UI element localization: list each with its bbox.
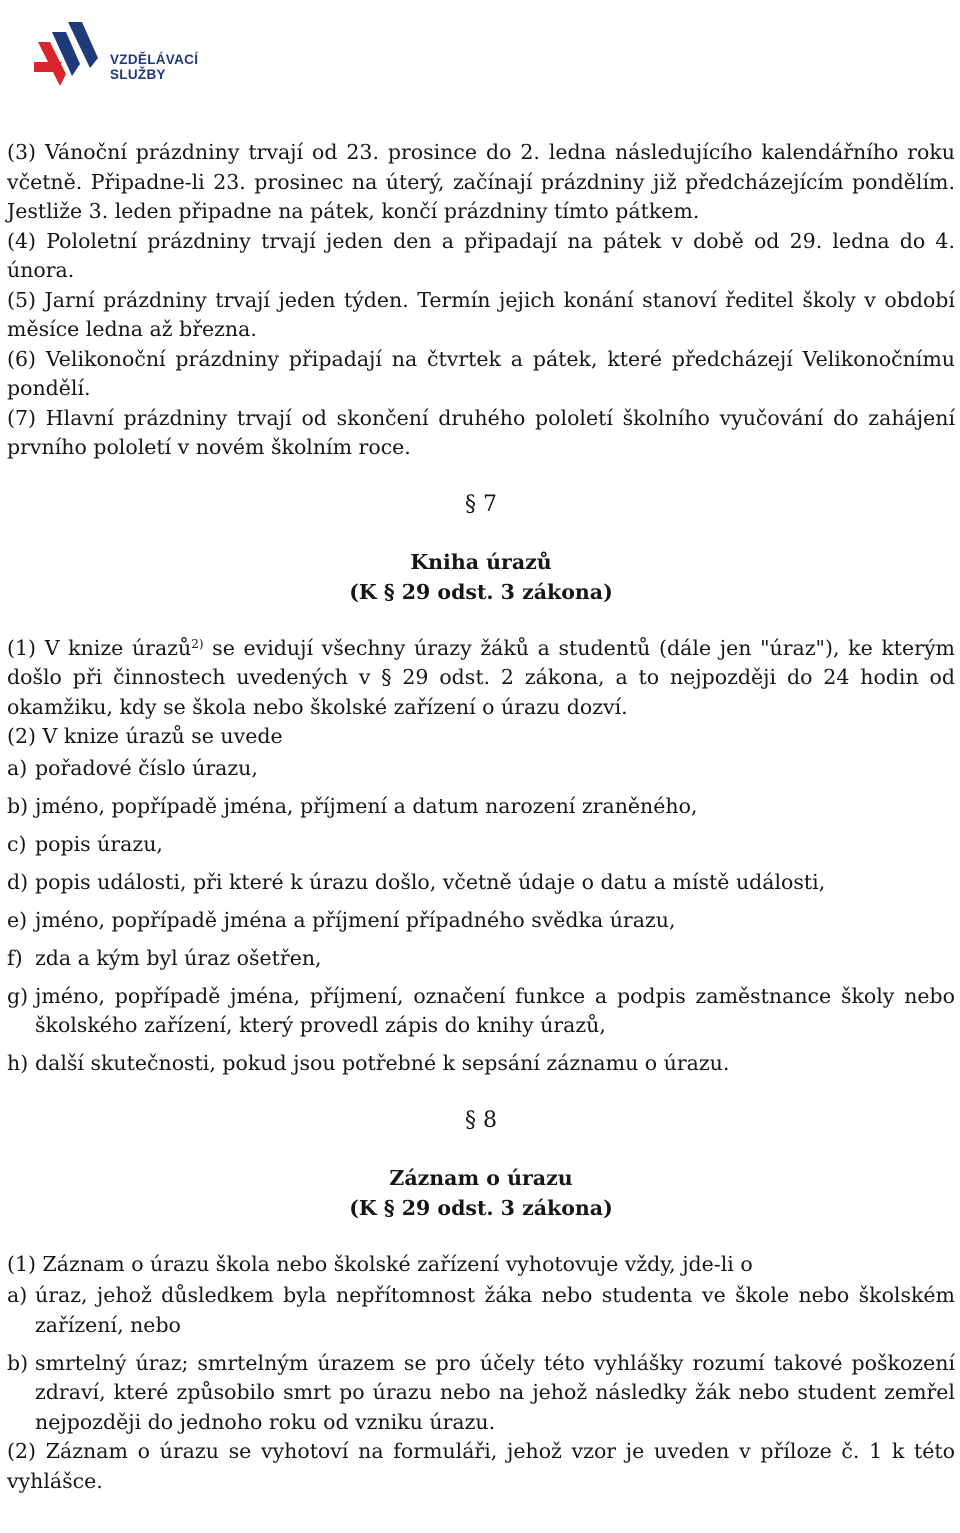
section-reference: (K § 29 odst. 3 zákona) (349, 1195, 613, 1220)
section-reference: (K § 29 odst. 3 zákona) (349, 579, 613, 604)
list-item: h) další skutečnosti, pokud jsou potřebné k sepsání záznamu o úrazu. (7, 1051, 730, 1075)
list-item: d) popis události, při které k úrazu došlo, včetně údaje o datu a místě události, (7, 869, 826, 894)
paragraph: (1) Záznam o úrazu škola nebo školské zařízení vyhotovuje vždy, jde-li o (7, 1251, 753, 1276)
list-item: a) pořadové číslo úrazu, (7, 755, 258, 780)
paragraph: (4) Pololetní prázdniny trvají jeden den a připadají na pátek v době od 29. ledna do 4. února. (7, 228, 955, 282)
section-number: § 8 (465, 1107, 497, 1133)
footnote-marker: 2) (191, 636, 204, 651)
list-item: c) popis úrazu, (7, 831, 163, 856)
document-body (7, 138, 955, 1496)
list-item: a) úraz, jehož důsledkem byla nepřítomnost žáka nebo studenta ve škole nebo školském zařízení, nebo (7, 1283, 955, 1337)
logo-line-2: SLUŽBY (110, 67, 166, 82)
logo-text (110, 52, 198, 82)
paragraph: (3) Vánoční prázdniny trvají od 23. prosince do 2. ledna následujícího kalendářního roku včetně. Připadne-li 23. prosinec na úterý, začínají prázdniny již předcházejícím pondělím. Jestliže 3. leden připadne na pátek, končí prázdniny tímto pátkem. (7, 140, 955, 223)
section-title: Kniha úrazů (410, 549, 552, 574)
list-item: e) jméno, popřípadě jména a příjmení případného svědka úrazu, (7, 907, 676, 932)
logo (32, 14, 199, 94)
paragraph: (7) Hlavní prázdniny trvají od skončení druhého pololetí školního vyučování do zahájení prvního pololetí v novém školním roce. (7, 405, 955, 459)
list-item: g) jméno, popřípadě jména, příjmení, označení funkce a podpis zaměstnance školy nebo školského zařízení, který provedl zápis do knihy úrazů, (7, 983, 955, 1037)
paragraph: (6) Velikonoční prázdniny připadají na čtvrtek a pátek, které předcházejí Velikonočnímu pondělí. (7, 346, 955, 400)
list-item: b) smrtelný úraz; smrtelným úrazem se pro účely této vyhlášky rozumí takové poškození zdraví, které způsobilo smrt po úrazu nebo na jehož následky žák nebo student zemřel nejpozději do jednoho roku od vzniku úrazu. (7, 1350, 955, 1434)
paragraph: (2) V knize úrazů se uvede (7, 724, 283, 748)
list-item: f) zda a kým byl úraz ošetřen, (7, 945, 322, 970)
section-number: § 7 (465, 491, 497, 517)
paragraph: (2) Záznam o úrazu se vyhotoví na formuláři, jehož vzor je uveden v příloze č. 1 k této vyhlášce. (7, 1439, 955, 1493)
paragraph: (5) Jarní prázdniny trvají jeden týden. Termín jejich konání stanoví ředitel školy v období měsíce ledna až března. (7, 287, 955, 341)
logo-line-1: VZDĚLÁVACÍ (110, 52, 199, 67)
section-title: Záznam o úrazu (389, 1165, 573, 1190)
paragraph: (1) V knize úrazů$^{2)}$ se evidují všechny úrazy žáků a studentů (dále jen "úraz"), ke kterým došlo při činnostech uvedených v § 29 odst. 2 zákona, a to nejpozději do 24 hodin od okamžiku, kdy se škola nebo školské zařízení o úrazu dozví. (7, 635, 955, 719)
list-item: b) jméno, popřípadě jména, příjmení a datum narození zraněného, (7, 793, 698, 818)
